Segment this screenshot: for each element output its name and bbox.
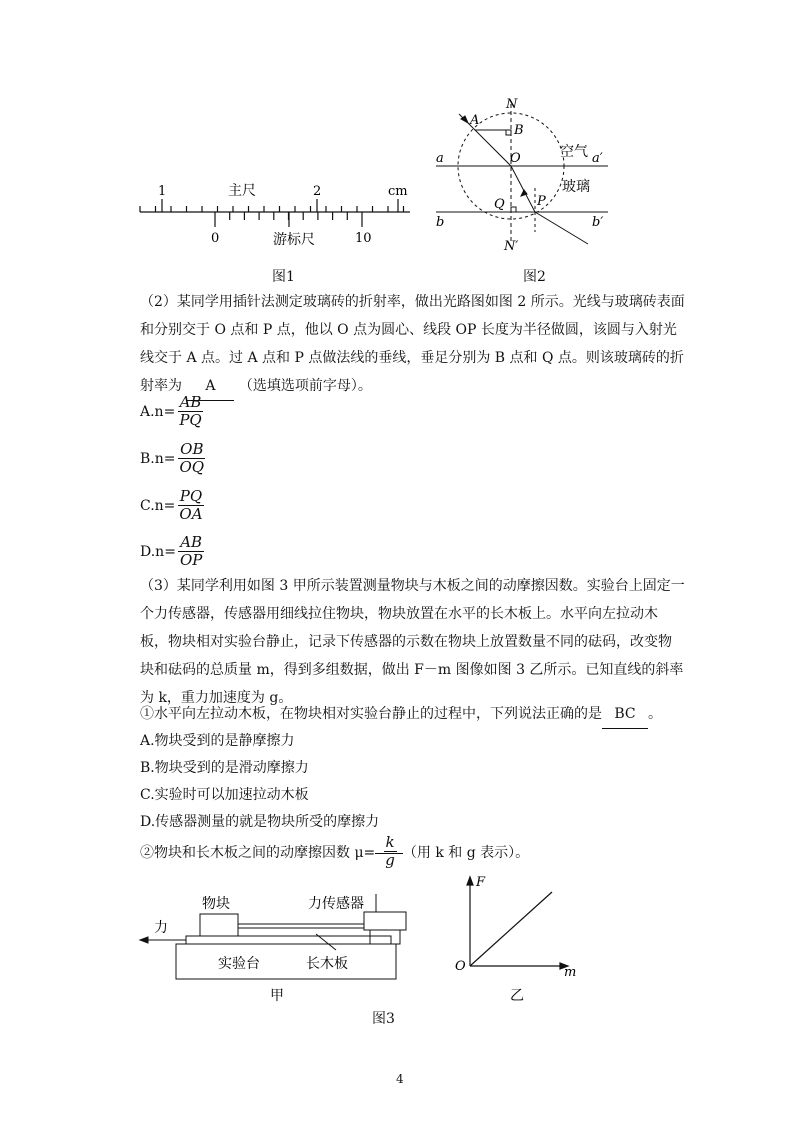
main-scale-label: 主尺 xyxy=(228,183,256,199)
q3-sub1-option-a: A.物块受到的是静摩擦力 xyxy=(140,733,295,749)
sub-figure-a-label: 甲 xyxy=(270,988,284,1004)
q2-answer: A xyxy=(186,372,234,401)
main-tick-cm: cm xyxy=(388,184,408,199)
origin-O: O xyxy=(455,959,466,974)
vernier-tick-10: 10 xyxy=(355,231,372,246)
label-b: b xyxy=(436,215,445,230)
label-a: a xyxy=(436,151,444,166)
sensor-label: 力传感器 xyxy=(308,896,364,912)
figure-3-caption: 图3 xyxy=(372,1011,395,1027)
figure-2-caption: 图2 xyxy=(523,269,546,285)
label-O: O xyxy=(510,151,521,166)
q3-sub1-option-c: C.实验时可以加速拉动木板 xyxy=(140,787,309,803)
q3-sub2: ②物块和长木板之间的动摩擦因数 μ= $\frac{k}{g}$ （用 k 和 g 表示）。 xyxy=(140,833,530,869)
label-P: P xyxy=(537,194,546,209)
label-A: A xyxy=(470,113,480,128)
label-B: B xyxy=(514,123,524,138)
sub-figure-b-label: 乙 xyxy=(510,988,524,1004)
q3-sub1-option-b: B.物块受到的是滑动摩擦力 xyxy=(140,760,309,776)
figure-3b-graph xyxy=(452,872,592,1006)
figure-1-caption: 图1 xyxy=(272,269,295,285)
axis-F: F xyxy=(476,875,486,890)
q2-option-c: C.n= $\frac{PQ}{OA}$ xyxy=(140,487,203,523)
q3-sub2-den: g xyxy=(385,851,395,869)
figure-2-refraction xyxy=(430,92,630,264)
q2-option-d: D.n= $\frac{AB}{OP}$ xyxy=(140,533,203,569)
label-N: N xyxy=(506,97,518,112)
table-label: 实验台 xyxy=(218,956,260,972)
q3-sub1: ①水平向左拉动木板，在物块相对实验台静止的过程中，下列说法正确的是 BC 。 xyxy=(140,700,685,729)
force-label: 力 xyxy=(154,920,168,936)
figure-3a-apparatus xyxy=(136,888,416,1008)
q2-option-a: A.n= $\frac{AB}{PQ}$ xyxy=(140,393,202,429)
main-tick-2: 2 xyxy=(313,184,322,199)
question-2 xyxy=(140,288,685,401)
board-label: 长木板 xyxy=(306,956,348,972)
f-m-line xyxy=(470,892,552,966)
label-glass: 玻璃 xyxy=(562,179,590,195)
axis-m: m xyxy=(564,965,577,980)
q2-option-b: B.n= $\frac{OB}{OQ}$ xyxy=(140,440,205,476)
label-N-prime: N′ xyxy=(504,239,519,254)
q3-sub1-answer: BC xyxy=(602,700,648,729)
q2-text: （2）某同学用插针法测定玻璃砖的折射率，做出光路图如图 2 所示。光线与玻璃砖表面和分别交于 O 点和 P 点，他以 O 点为圆心、线段 OP 长度为半径做圆，该圆与入射光线交于 A 点。过 A 点和 P 点做法线的垂线，垂足分别为 B 点和 Q 点。则该玻璃砖的折射率为 xyxy=(140,294,685,394)
label-a-prime: a′ xyxy=(592,151,603,166)
label-b-prime: b′ xyxy=(592,215,604,230)
label-air: 空气 xyxy=(560,144,588,160)
block-label: 物块 xyxy=(202,896,230,912)
q3-sub1-option-d: D.传感器测量的就是物块所受的摩擦力 xyxy=(140,814,380,830)
label-Q: Q xyxy=(494,197,505,212)
page-number: 4 xyxy=(396,1072,404,1086)
vernier-tick-0: 0 xyxy=(211,231,220,246)
q3-sub2-num: k xyxy=(385,833,395,851)
main-tick-1: 1 xyxy=(158,184,167,199)
vernier-label: 游标尺 xyxy=(273,232,315,248)
question-3-intro: （3）某同学利用如图 3 甲所示装置测量物块与木板之间的动摩擦因数。实验台上固定一个力传感器，传感器用细线拉住物块，物块放置在水平的长木板上。水平向左拉动木板，物块相对实验台静止，记录下传感器的示数在物块上放置数量不同的砝码，改变物块和砝码的总质量 m，得到多组数据，做出 F－m 图像如图 3 乙所示。已知直线的斜率为 k，重力加速度为 g。 xyxy=(140,578,685,706)
figure-1-vernier xyxy=(130,175,420,255)
q2-text-after: （选填选项前字母）。 xyxy=(238,378,372,394)
